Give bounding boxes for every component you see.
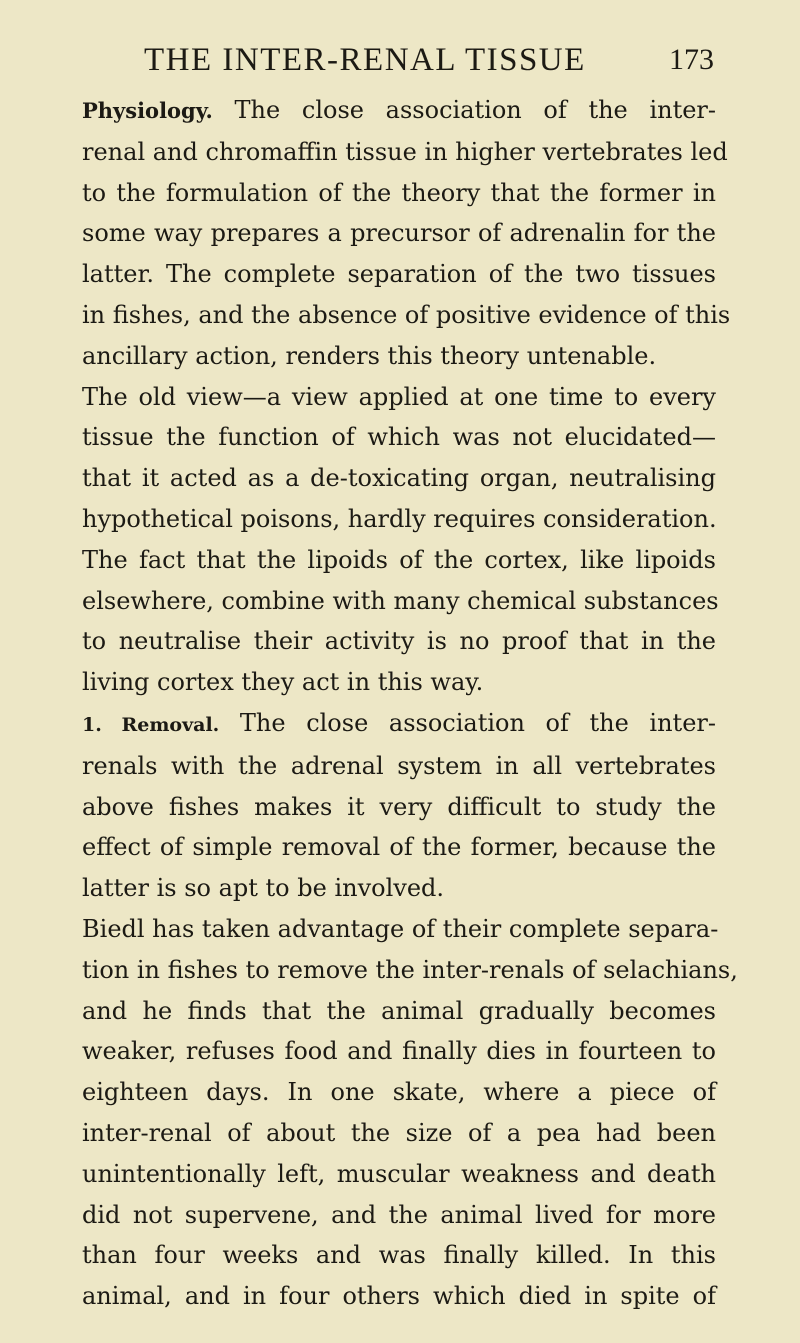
text-line: than four weeks and was finally killed. In this	[82, 1241, 716, 1270]
text-line: tion in fishes to remove the inter-renals of selachians,	[82, 955, 738, 984]
text-line: latter. The complete separation of the two tissues	[82, 260, 716, 289]
text-line: animal, and in four others which died in spite of	[82, 1282, 716, 1311]
text-line: renals with the adrenal system in all vertebrates	[82, 751, 716, 780]
text-line: Physiology. The close association of the inter-	[82, 96, 716, 124]
text-line: latter is so apt to be involved.	[82, 874, 445, 903]
section-heading-removal: 1. Removal.	[82, 713, 220, 736]
text-line: inter-renal of about the size of a pea had been	[82, 1118, 716, 1147]
text-line: above fishes makes it very difficult to study the	[82, 792, 716, 821]
text-line: hypothetical poisons, hardly requires consideration.	[82, 504, 717, 533]
running-head	[82, 36, 714, 84]
text-line: renal and chromaffin tissue in higher vertebrates led	[82, 137, 728, 166]
text-line: to the formulation of the theory that the former in	[82, 178, 716, 207]
text-line: effect of simple removal of the former, because the	[82, 833, 716, 862]
running-title: THE INTER-RENAL TISSUE	[144, 42, 586, 78]
text-line: that it acted as a de-toxicating organ, neutralising	[82, 464, 716, 493]
text-line: The fact that the lipoids of the cortex, like lipoids	[82, 545, 716, 574]
text-line: to neutralise their activity is no proof that in the	[82, 627, 716, 656]
text-line: eighteen days. In one skate, where a piece of	[82, 1078, 716, 1107]
text-line: some way prepares a precursor of adrenalin for the	[82, 219, 716, 248]
text-line: and he finds that the animal gradually becomes	[82, 996, 716, 1025]
text-line: did not supervene, and the animal lived for more	[82, 1200, 716, 1229]
text-line: weaker, refuses food and finally dies in fourteen to	[82, 1037, 716, 1066]
text-line: The old view—a view applied at one time to every	[82, 382, 716, 411]
text-line: ancillary action, renders this theory untenable.	[82, 341, 657, 370]
text-line: unintentionally left, muscular weakness and death	[82, 1159, 716, 1188]
text-line: tissue the function of which was not elucidated—	[82, 423, 716, 452]
text-line: elsewhere, combine with many chemical substances	[82, 586, 719, 615]
text-line: in fishes, and the absence of positive evidence of this	[82, 300, 731, 329]
page-number: 173	[669, 43, 714, 76]
text-line: living cortex they act in this way.	[82, 668, 484, 697]
text-line: 1. Removal. The close association of the inter-	[82, 708, 716, 737]
text-line: Biedl has taken advantage of their complete separa-	[82, 914, 719, 943]
section-heading-physiology: Physiology.	[82, 98, 213, 123]
body-text	[82, 90, 738, 1317]
